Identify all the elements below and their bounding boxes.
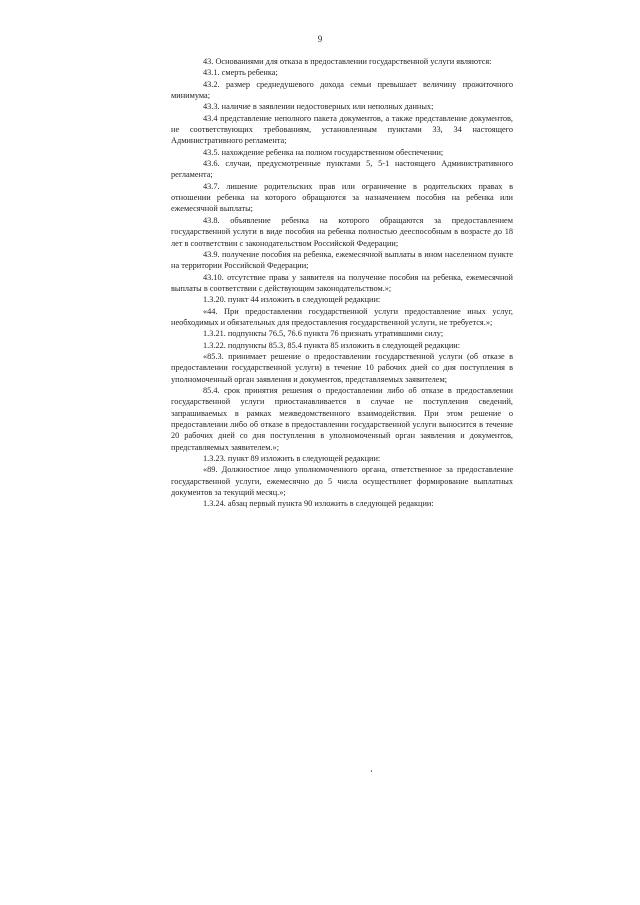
paragraph: 1.3.20. пункт 44 изложить в следующей редакции: <box>203 295 381 305</box>
paragraph: 1.3.24. абзац первый пункта 90 изложить в следующей редакции: <box>203 499 434 509</box>
paragraph: 43.9. получение пособия на ребенка, ежемесячной выплаты в ином населенном пункте на территории Российской Федерации; <box>171 249 513 271</box>
paragraph: «85.3. принимает решение о предоставлении государственной услуги (об отказе в предоставлении государственной услуги) в течение 10 рабочих дней со дня поступления в уполномоченный орган заявления и документов, представляемых заявителем; <box>171 351 513 384</box>
paragraph: 43.2. размер среднедушевого дохода семьи превышает величину прожиточного минимума; <box>171 79 513 101</box>
paragraph: 43.3. наличие в заявлении недостоверных или неполных данных; <box>203 102 434 112</box>
paragraph: 1.3.21. подпункты 76.5, 76.6 пункта 76 признать утратившими силу; <box>203 329 444 339</box>
scan-speck <box>371 770 372 772</box>
paragraph: 43.8. объявление ребенка на которого обращаются за предоставлением государственной услуги в виде пособия на ребенка полностью дееспособным в возрасте до 18 лет в соответствии с законодательством Российской Федерации; <box>171 215 513 248</box>
document-body <box>171 56 513 510</box>
paragraph: 1.3.23. пункт 89 изложить в следующей редакции: <box>203 454 381 464</box>
paragraph: 43.1. смерть ребенка; <box>203 68 278 78</box>
paragraph: «89. Должностное лицо уполномоченного органа, ответственное за предоставление государственной услуги, ежемесячно до 5 числа осуществляет формирование выплатных документов за текущий месяц.»; <box>171 465 513 498</box>
paragraph: 43.4 представление неполного пакета документов, а также представление документов, не соответствующих требованиям, установленным пунктами 33, 34 настоящего Административного регламента; <box>171 113 513 146</box>
paragraph: 43.5. нахождение ребенка на полном государственном обеспечении; <box>203 147 444 157</box>
paragraph: 43.6. случаи, предусмотренные пунктами 5, 5-1 настоящего Административного регламента; <box>171 159 513 180</box>
page-number: 9 <box>317 34 323 44</box>
paragraph: 43.7. лишение родительских прав или ограничение в родительских правах в отношении ребенка на которого обращаются за назначением пособия на ребенка или ежемесячной выплаты; <box>171 181 513 214</box>
paragraph: 43. Основаниями для отказа в предоставлении государственной услуги являются: <box>203 57 492 66</box>
paragraph: «44. При предоставлении государственной услуги предоставление иных услуг, необходимых и обязательных для предоставления государственной услуги, не требуется.»; <box>171 306 513 327</box>
paragraph: 43.10. отсутствие права у заявителя на получение пособия на ребенка, ежемесячной выплаты в соответствии с действующим законодательством.»; <box>171 272 513 293</box>
paragraph: 1.3.22. подпункты 85.3, 85.4 пункта 85 изложить в следующей редакции: <box>203 340 461 350</box>
paragraph: 85.4. срок принятия решения о предоставлении либо об отказе в предоставлении государственной услуги приостанавливается в случае не поступления сведений, запрашиваемых в рамках межведомственного взаимодействия. При этом решение о предоставлении либо об отказе в предоставлении государственной услуги выносится в течение 20 рабочих дней со дня поступления в уполномоченный орган заявления и документов, представляемых заявителем.»; <box>171 385 513 452</box>
